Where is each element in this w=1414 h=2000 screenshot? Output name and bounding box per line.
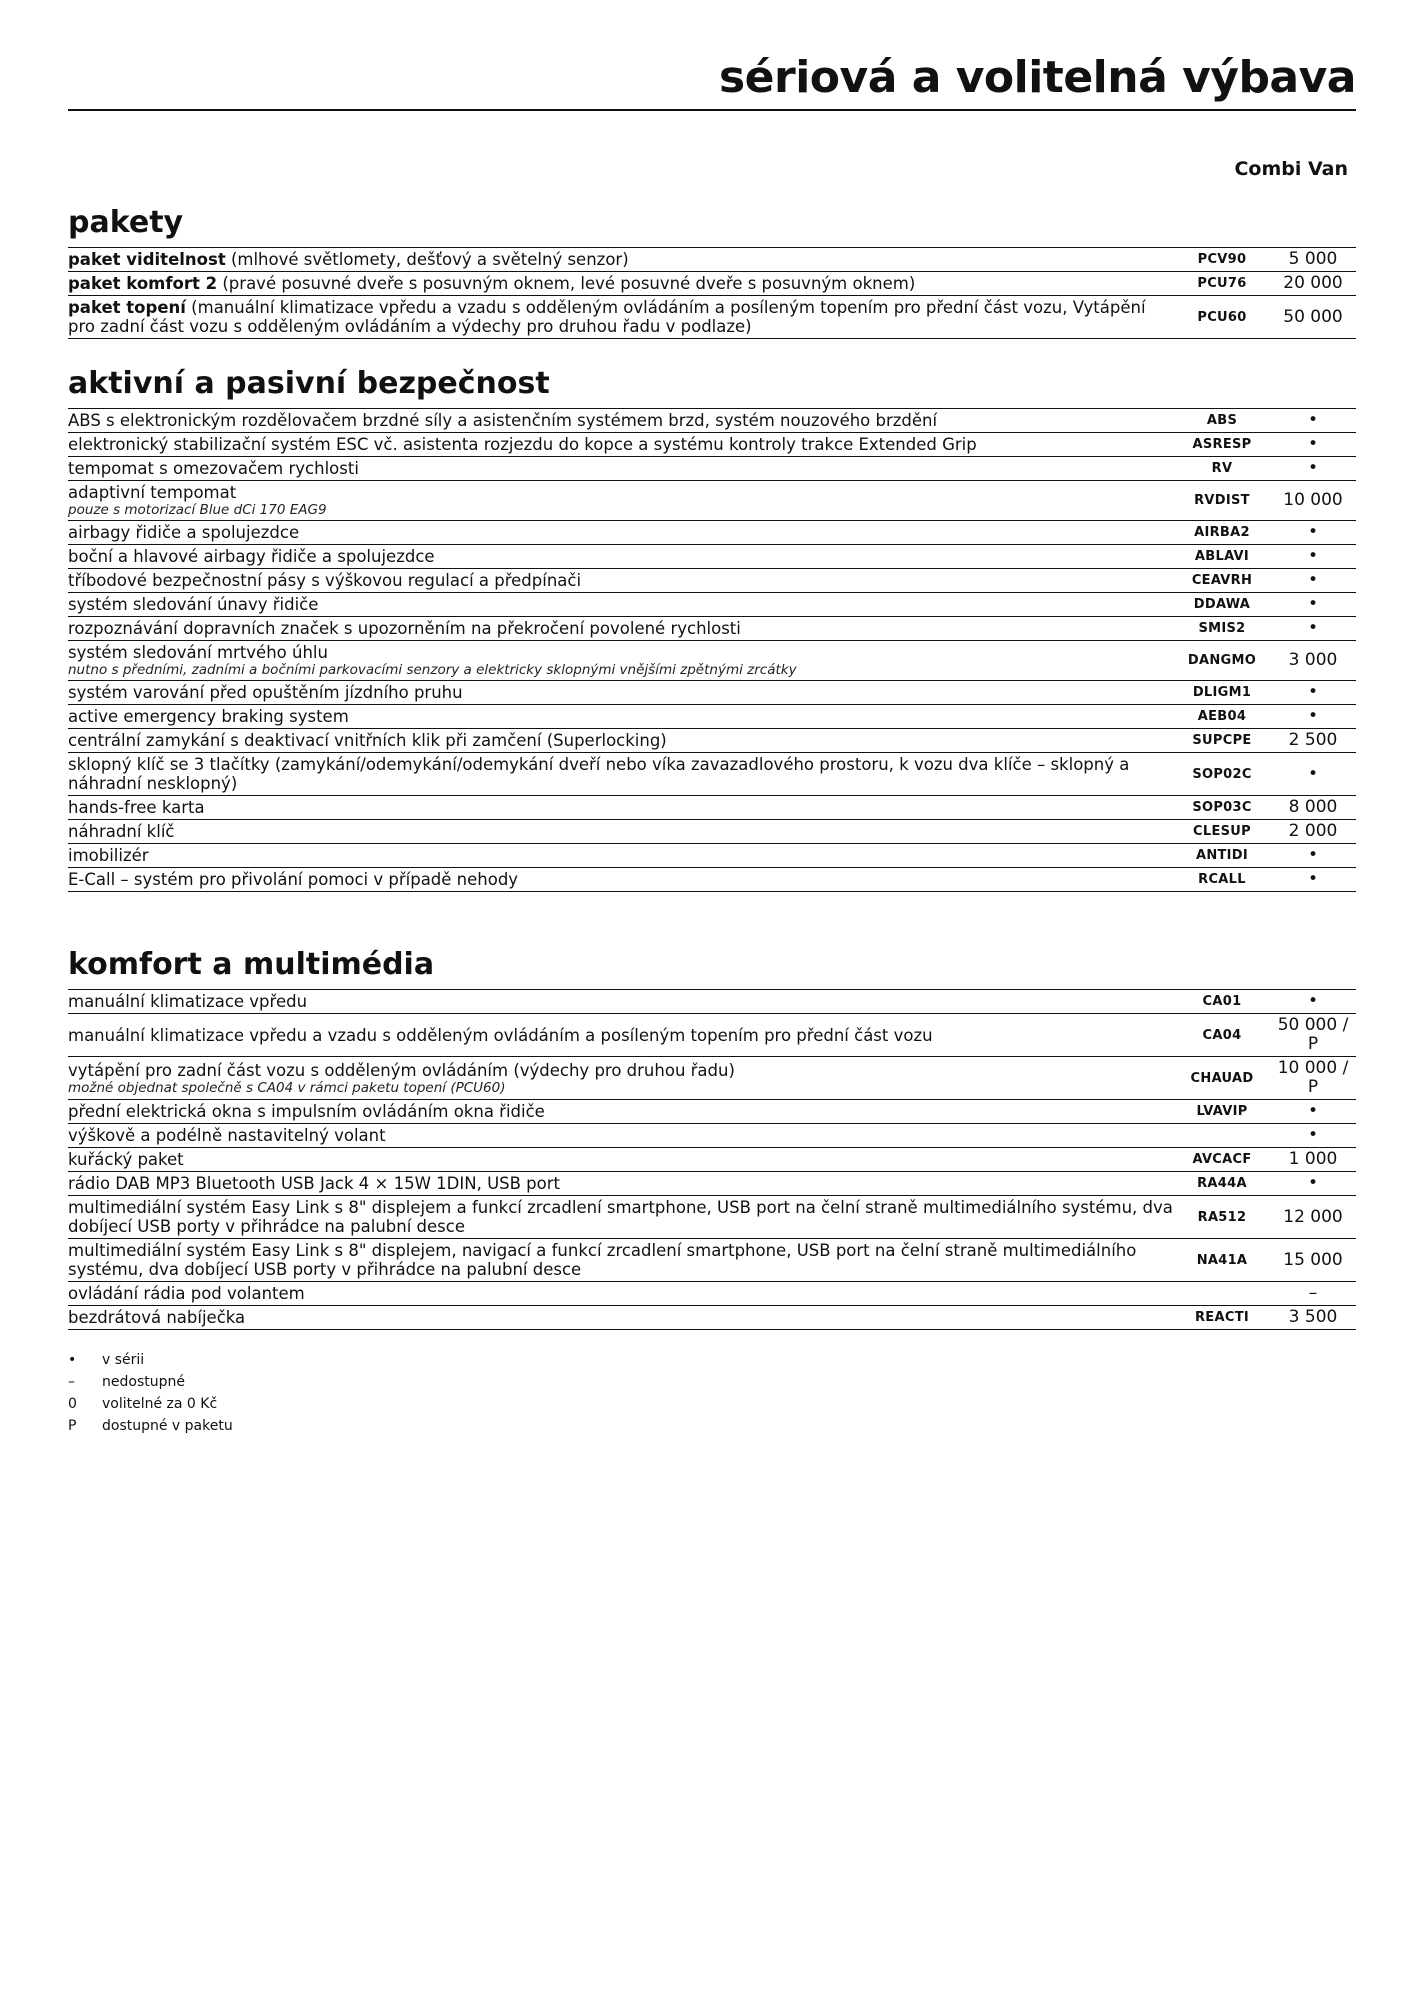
section-title: aktivní a pasivní bezpečnost [68, 366, 550, 401]
item-code: ANTIDI [1195, 848, 1249, 863]
item-text: imobilizér [68, 846, 149, 865]
legend-item [68, 1393, 233, 1415]
table-row [68, 1172, 1356, 1196]
item-value: • [1307, 682, 1319, 702]
item-value: 10 000 / P [1277, 1058, 1349, 1097]
item-description [68, 457, 1174, 481]
item-description [68, 409, 1174, 433]
item-code: RA512 [1197, 1209, 1247, 1225]
item-value: • [1307, 546, 1319, 566]
item-code: PCV90 [1197, 252, 1247, 267]
item-note: možné objednat společně s CA04 v rámci paketu topení (PCU60) [68, 1079, 506, 1096]
item-description [68, 617, 1174, 641]
item-text: náhradní klíč [68, 822, 175, 841]
item-description [68, 1014, 1174, 1057]
item-value: • [1307, 763, 1319, 784]
item-code: AIRBA2 [1194, 525, 1250, 540]
item-value: 50 000 [1283, 306, 1343, 327]
item-value: • [1307, 869, 1319, 889]
item-name: paket topení [68, 298, 186, 317]
legend-text: dostupné v paketu [102, 1418, 233, 1434]
item-description [68, 593, 1174, 617]
table-row [68, 248, 1356, 272]
item-code: CA01 [1202, 994, 1242, 1009]
item-description [68, 796, 1174, 820]
item-text: přední elektrická okna s impulsním ovládáním okna řidiče [68, 1102, 545, 1121]
item-value: 1 000 [1288, 1149, 1338, 1169]
item-value: • [1307, 434, 1319, 454]
item-description [68, 1057, 1174, 1100]
table-row [68, 481, 1356, 521]
equipment-table [68, 989, 1356, 1330]
item-code: DDAWA [1193, 597, 1251, 612]
item-code: ABLAVI [1194, 549, 1250, 564]
item-text: centrální zamykání s deaktivací vnitřních klik při zamčení (Superlocking) [68, 731, 667, 750]
section-komfort [68, 945, 1356, 1330]
item-text: adaptivní tempomat [68, 483, 237, 502]
item-text: ovládání rádia pod volantem [68, 1284, 305, 1303]
item-value: • [1307, 458, 1319, 478]
table-row [68, 1282, 1356, 1306]
item-value: • [1307, 410, 1319, 430]
item-description [68, 569, 1174, 593]
table-row [68, 1239, 1356, 1282]
table-row [68, 729, 1356, 753]
item-code: RVDIST [1194, 493, 1250, 508]
item-description [68, 433, 1174, 457]
item-text: systém sledování mrtvého úhlu [68, 643, 328, 662]
item-text: airbagy řidiče a spolujezdce [68, 523, 300, 542]
table-row [68, 593, 1356, 617]
item-value: • [1307, 845, 1319, 865]
section-pakety [68, 203, 1356, 339]
table-row [68, 1057, 1356, 1100]
legend-symbol: P [68, 1418, 77, 1434]
table-row [68, 868, 1356, 892]
item-description [68, 868, 1174, 892]
item-description [68, 1124, 1174, 1148]
title-divider [68, 109, 1356, 111]
item-value: 20 000 [1283, 273, 1343, 293]
item-description [68, 705, 1174, 729]
item-text: E-Call – systém pro přivolání pomoci v případě nehody [68, 870, 519, 889]
table-row [68, 641, 1356, 681]
item-text: systém sledování únavy řidiče [68, 595, 319, 614]
item-text: (pravé posuvné dveře s posuvným oknem, levé posuvné dveře s posuvným oknem) [217, 274, 916, 293]
item-code: RV [1211, 461, 1233, 476]
item-value: 12 000 [1283, 1206, 1343, 1227]
table-row [68, 1014, 1356, 1057]
item-code: SMIS2 [1198, 621, 1246, 636]
legend-symbol: 0 [68, 1396, 77, 1412]
item-code: PCU76 [1197, 276, 1247, 291]
item-value: 10 000 [1283, 490, 1343, 510]
table-row [68, 433, 1356, 457]
item-text: multimediální systém Easy Link s 8" displejem a funkcí zrcadlení smartphone, USB port na čelní straně multimediálního systému, dva dobíjecí USB porty v přihrádce na palubní desce [68, 1198, 1173, 1236]
item-code [1174, 1282, 1270, 1306]
item-name: paket viditelnost [68, 250, 226, 269]
item-code: RA44A [1197, 1176, 1247, 1191]
item-code: NA41A [1196, 1252, 1248, 1268]
item-code: CLESUP [1193, 824, 1251, 839]
item-value: – [1308, 1283, 1318, 1303]
item-description [68, 729, 1174, 753]
item-text: výškově a podélně nastavitelný volant [68, 1126, 386, 1145]
table-row [68, 681, 1356, 705]
item-value: • [1307, 1173, 1319, 1193]
item-description [68, 1196, 1174, 1239]
item-code: SOP03C [1192, 800, 1252, 815]
item-text: hands-free karta [68, 798, 205, 817]
item-code: AVCACF [1192, 1152, 1252, 1167]
item-description [68, 1282, 1174, 1306]
item-value: 5 000 [1288, 249, 1338, 269]
legend-item [68, 1371, 233, 1393]
table-row [68, 569, 1356, 593]
item-value: • [1307, 570, 1319, 590]
table-row [68, 1148, 1356, 1172]
table-row [68, 409, 1356, 433]
item-text: multimediální systém Easy Link s 8" displejem, navigací a funkcí zrcadlení smartphone, USB port na čelní straně multimediálního systému, dva dobíjecí USB porty v přihrádce na palubní desce [68, 1241, 1137, 1279]
table-row [68, 705, 1356, 729]
item-text: (mlhové světlomety, dešťový a světelný senzor) [225, 250, 629, 269]
legend-item [68, 1349, 233, 1371]
section-title: pakety [68, 205, 184, 240]
item-text: rádio DAB MP3 Bluetooth USB Jack 4 × 15W 1DIN, USB port [68, 1174, 561, 1193]
table-row [68, 796, 1356, 820]
table-row [68, 1306, 1356, 1330]
legend-item [68, 1415, 233, 1437]
item-text: ABS s elektronickým rozdělovačem brzdné síly a asistenčním systémem brzd, systém nouzového brzdění [68, 411, 938, 430]
item-code: ABS [1206, 413, 1238, 428]
table-row [68, 521, 1356, 545]
item-description [68, 248, 1174, 272]
item-text: manuální klimatizace vpředu a vzadu s odděleným ovládáním a posíleným topením pro přední část vozu [68, 1025, 933, 1045]
item-value: 3 000 [1288, 650, 1338, 670]
item-text: rozpoznávání dopravních značek s upozorněním na překročení povolené rychlosti [68, 619, 741, 638]
item-value: • [1307, 1101, 1319, 1121]
item-value: • [1307, 618, 1319, 638]
item-text: bezdrátová nabíječka [68, 1308, 246, 1327]
item-value: 3 500 [1288, 1307, 1338, 1327]
item-code: RCALL [1198, 872, 1246, 887]
item-text: elektronický stabilizační systém ESC vč. asistenta rozjezdu do kopce a systému kontroly trakce Extended Grip [68, 435, 977, 454]
item-note: nutno s předními, zadními a bočními parkovacími senzory a elektricky sklopnými vnějšími zpětnými zrcátky [68, 662, 797, 678]
table-row [68, 753, 1356, 796]
item-description [68, 990, 1174, 1014]
table-row [68, 545, 1356, 569]
item-value: 8 000 [1288, 797, 1338, 817]
item-value: • [1307, 594, 1319, 614]
model-column-header: Combi Van [1234, 158, 1348, 180]
legend [68, 1349, 233, 1437]
item-description [68, 844, 1174, 868]
item-code: CA04 [1202, 1027, 1242, 1043]
item-text: kuřácký paket [68, 1150, 184, 1169]
item-code [1174, 1124, 1270, 1148]
section-bezpecnost [68, 364, 1356, 892]
item-text: (manuální klimatizace vpředu a vzadu s odděleným ovládáním a posíleným topením pro přední část vozu, Vytápění pro zadní část vozu s odděleným ovládáním a výdechy pro druhou řadu v podlaze) [68, 298, 1146, 336]
item-description [68, 641, 1174, 681]
item-description [68, 820, 1174, 844]
table-row [68, 296, 1356, 339]
item-description [68, 481, 1174, 521]
item-text: active emergency braking system [68, 707, 349, 726]
item-text: boční a hlavové airbagy řidiče a spolujezdce [68, 547, 435, 566]
item-code: CHAUAD [1190, 1070, 1254, 1086]
equipment-table [68, 408, 1356, 892]
table-row [68, 1196, 1356, 1239]
legend-text: v sérii [102, 1352, 145, 1368]
item-description [68, 1100, 1174, 1124]
item-description [68, 753, 1174, 796]
item-text: vytápění pro zadní část vozu s odděleným ovládáním (výdechy pro druhou řadu) [68, 1060, 735, 1080]
item-value: 15 000 [1283, 1249, 1343, 1270]
item-code: PCU60 [1197, 309, 1247, 325]
item-text: tempomat s omezovačem rychlosti [68, 459, 359, 478]
legend-text: nedostupné [102, 1374, 185, 1390]
item-description [68, 545, 1174, 569]
item-description [68, 521, 1174, 545]
item-value: • [1307, 522, 1319, 542]
table-row [68, 457, 1356, 481]
item-value: • [1307, 991, 1319, 1011]
item-name: paket komfort 2 [68, 274, 218, 293]
table-row [68, 617, 1356, 641]
page-title: sériová a volitelná výbava [718, 52, 1356, 103]
item-text: tříbodové bezpečnostní pásy s výškovou regulací a předpínači [68, 571, 582, 590]
item-description [68, 681, 1174, 705]
item-text: systém varování před opuštěním jízdního pruhu [68, 683, 463, 702]
item-value: • [1307, 706, 1319, 726]
item-code: SUPCPE [1192, 733, 1252, 748]
item-code: REACTI [1195, 1310, 1249, 1325]
item-description [68, 1148, 1174, 1172]
item-code: LVAVIP [1196, 1104, 1248, 1119]
equipment-table [68, 247, 1356, 339]
item-description [68, 1306, 1174, 1330]
table-row [68, 820, 1356, 844]
legend-text: volitelné za 0 Kč [102, 1396, 218, 1412]
table-row [68, 1124, 1356, 1148]
section-title: komfort a multimédia [68, 947, 435, 982]
item-description [68, 1239, 1174, 1282]
item-code: DANGMO [1187, 653, 1257, 668]
item-code: ASRESP [1192, 437, 1252, 452]
item-description [68, 272, 1174, 296]
item-text: manuální klimatizace vpředu [68, 992, 308, 1011]
table-row [68, 990, 1356, 1014]
item-value: • [1307, 1125, 1319, 1145]
item-value: 50 000 / P [1277, 1015, 1349, 1054]
item-note: pouze s motorizací Blue dCi 170 EAG9 [68, 502, 327, 518]
item-description [68, 1172, 1174, 1196]
item-text: sklopný klíč se 3 tlačítky (zamykání/odemykání/odemykání dveří nebo víka zavazadlového prostoru, k vozu dva klíče – sklopný a náhradní nesklopný) [68, 755, 1130, 793]
item-code: DLIGM1 [1192, 685, 1252, 700]
item-value: 2 000 [1288, 821, 1338, 841]
table-row [68, 1100, 1356, 1124]
legend-symbol: • [68, 1352, 77, 1368]
table-row [68, 272, 1356, 296]
legend-symbol: – [68, 1374, 75, 1390]
item-description [68, 296, 1174, 339]
item-value: 2 500 [1288, 730, 1338, 750]
table-row [68, 844, 1356, 868]
item-code: SOP02C [1192, 766, 1252, 782]
item-code: CEAVRH [1191, 573, 1253, 588]
item-code: AEB04 [1197, 709, 1247, 724]
